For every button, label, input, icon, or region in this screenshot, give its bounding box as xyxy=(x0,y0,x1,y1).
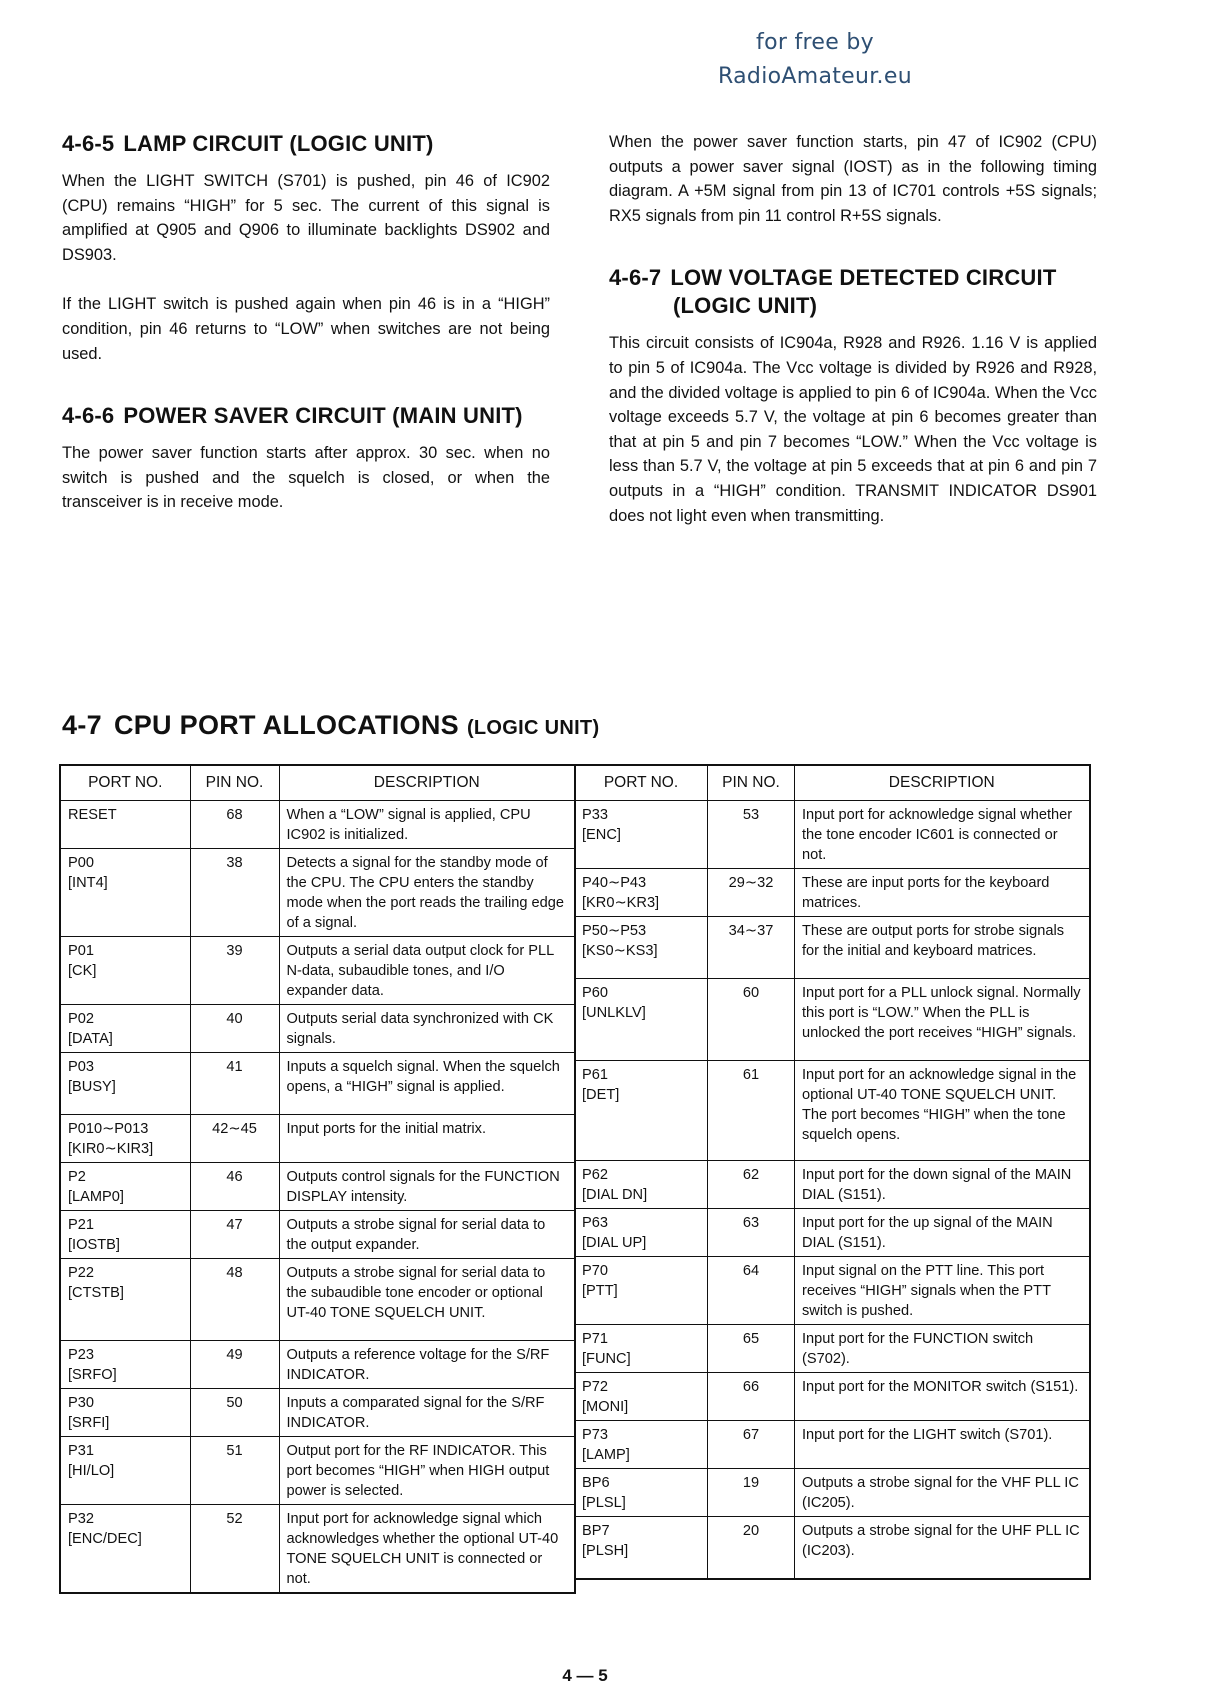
cpu-port-table-left xyxy=(59,764,576,1594)
cell-description: When a “LOW” signal is applied, CPU IC902 is initialized. xyxy=(279,801,575,849)
cell-description: Output port for the RF INDICATOR. This port becomes “HIGH” when HIGH output power is selected. xyxy=(279,1437,575,1505)
cell-description: Input port for the down signal of the MAIN DIAL (S151). xyxy=(795,1161,1090,1209)
cell-port-no xyxy=(60,937,190,1005)
watermark-line-2: RadioAmateur.eu xyxy=(718,64,912,89)
port-id: P01 xyxy=(68,943,94,959)
cell-pin-no: 66 xyxy=(708,1373,795,1421)
cell-port-no xyxy=(575,869,708,917)
cell-pin-no: 62 xyxy=(708,1161,795,1209)
page-number: 4 — 5 xyxy=(562,1666,608,1685)
cell-port-no xyxy=(60,1341,190,1389)
cell-port-no xyxy=(575,1421,708,1469)
cell-port-no xyxy=(60,1259,190,1341)
cell-description: These are output ports for strobe signals for the initial and keyboard matrices. xyxy=(795,917,1090,979)
cell-pin-no: 53 xyxy=(708,801,795,869)
port-id: P31 xyxy=(68,1443,94,1459)
port-signal: [DET] xyxy=(582,1087,620,1103)
cell-port-no xyxy=(60,1163,190,1211)
section-465-heading xyxy=(62,130,550,158)
port-id: P62 xyxy=(582,1167,608,1183)
cell-port-no xyxy=(60,849,190,937)
left-column xyxy=(62,130,550,515)
port-signal: [HI/LO] xyxy=(68,1463,115,1479)
cell-pin-no: 67 xyxy=(708,1421,795,1469)
port-id: P60 xyxy=(582,985,608,1001)
section-465-paragraph-1: When the LIGHT SWITCH (S701) is pushed, pin 46 of IC902 (CPU) remains “HIGH” for 5 sec. The current of this signal is amplified at Q905 and Q906 to illuminate backlights DS902 and DS903. xyxy=(62,172,550,264)
port-signal: [KS0∼KS3] xyxy=(582,943,658,959)
port-signal: [PLSH] xyxy=(582,1543,629,1559)
section-title-line-2: (LOGIC UNIT) xyxy=(673,293,818,319)
cell-pin-no: 34∼37 xyxy=(708,917,795,979)
cell-description: Input ports for the initial matrix. xyxy=(279,1115,575,1163)
cell-port-no xyxy=(575,1161,708,1209)
cell-pin-no: 48 xyxy=(190,1259,279,1341)
table-row xyxy=(60,801,575,849)
cell-port-no xyxy=(575,1517,708,1579)
port-id: P22 xyxy=(68,1265,94,1281)
port-signal: [ENC/DEC] xyxy=(68,1531,142,1547)
cell-pin-no: 20 xyxy=(708,1517,795,1579)
port-signal: [KR0∼KR3] xyxy=(582,895,660,911)
table-body-left xyxy=(60,801,575,1594)
port-signal: [CK] xyxy=(68,963,97,979)
cell-port-no xyxy=(60,1115,190,1163)
section-465-paragraph-2: If the LIGHT switch is pushed again when pin 46 is in a “HIGH” condition, pin 46 returns to “LOW” when switches are not being used. xyxy=(62,295,550,363)
table-row xyxy=(575,1325,1090,1373)
cell-pin-no: 68 xyxy=(190,801,279,849)
right-column xyxy=(609,130,1097,528)
port-signal: [SRFI] xyxy=(68,1415,110,1431)
cell-pin-no: 29∼32 xyxy=(708,869,795,917)
cell-description: Input port for acknowledge signal which acknowledges whether the optional UT-40 TONE SQUELCH UNIT is connected or not. xyxy=(279,1505,575,1594)
cell-port-no xyxy=(60,1505,190,1594)
port-id: P02 xyxy=(68,1011,94,1027)
port-signal: [KIR0∼KIR3] xyxy=(68,1141,154,1157)
table-row xyxy=(60,1005,575,1053)
table-row xyxy=(575,917,1090,979)
header-port-no: PORT NO. xyxy=(575,765,708,801)
port-signal: [UNLKLV] xyxy=(582,1005,646,1021)
cell-port-no xyxy=(60,1005,190,1053)
table-row xyxy=(60,1053,575,1115)
port-signal: [DIAL UP] xyxy=(582,1235,647,1251)
cell-pin-no: 52 xyxy=(190,1505,279,1594)
cell-pin-no: 49 xyxy=(190,1341,279,1389)
port-id: P32 xyxy=(68,1511,94,1527)
cell-port-no xyxy=(575,1209,708,1257)
section-number: 4-6-7 xyxy=(609,265,662,291)
cell-description: Input port for the LIGHT switch (S701). xyxy=(795,1421,1090,1469)
cell-description: Outputs a strobe signal for the UHF PLL IC (IC203). xyxy=(795,1517,1090,1579)
table-row xyxy=(575,1061,1090,1161)
port-id: P61 xyxy=(582,1067,608,1083)
cell-description: Input port for acknowledge signal whether the tone encoder IC601 is connected or not. xyxy=(795,801,1090,869)
port-id: P30 xyxy=(68,1395,94,1411)
port-signal: [CTSTB] xyxy=(68,1285,124,1301)
section-title: POWER SAVER CIRCUIT (MAIN UNIT) xyxy=(123,403,523,429)
table-row xyxy=(575,1257,1090,1325)
cell-pin-no: 63 xyxy=(708,1209,795,1257)
port-signal: [INT4] xyxy=(68,875,108,891)
table-row xyxy=(60,1259,575,1341)
watermark-line-1: for free by xyxy=(756,30,874,55)
table-row xyxy=(575,801,1090,869)
port-signal: [DIAL DN] xyxy=(582,1187,648,1203)
table-row xyxy=(60,1163,575,1211)
cell-port-no xyxy=(60,1437,190,1505)
port-id: P70 xyxy=(582,1263,608,1279)
cell-pin-no: 65 xyxy=(708,1325,795,1373)
port-id: P21 xyxy=(68,1217,94,1233)
cell-pin-no: 60 xyxy=(708,979,795,1061)
section-title: LAMP CIRCUIT (LOGIC UNIT) xyxy=(123,131,434,156)
port-id: P63 xyxy=(582,1215,608,1231)
cell-pin-no: 64 xyxy=(708,1257,795,1325)
table-row xyxy=(575,1161,1090,1209)
port-signal: [PLSL] xyxy=(582,1495,626,1511)
cpu-port-table-right xyxy=(574,764,1091,1580)
table-row xyxy=(60,849,575,937)
section-number: 4-7 xyxy=(62,710,102,740)
port-signal: [MONI] xyxy=(582,1399,629,1415)
table-row xyxy=(575,1373,1090,1421)
table-row xyxy=(575,979,1090,1061)
table-row xyxy=(60,1341,575,1389)
cell-description: Input port for the up signal of the MAIN DIAL (S151). xyxy=(795,1209,1090,1257)
table-row xyxy=(60,1211,575,1259)
table-row xyxy=(60,1115,575,1163)
port-signal: [SRFO] xyxy=(68,1367,117,1383)
section-number: 4-6-5 xyxy=(62,131,115,156)
port-id: P03 xyxy=(68,1059,94,1075)
cell-description: Detects a signal for the standby mode of the CPU. The CPU enters the standby mode when the port reads the trailing edge of a signal. xyxy=(279,849,575,937)
port-signal: [DATA] xyxy=(68,1031,113,1047)
cell-port-no xyxy=(60,1389,190,1437)
table-row xyxy=(575,1517,1090,1579)
table-header-row xyxy=(60,765,575,801)
cell-description: Outputs a reference voltage for the S/RF INDICATOR. xyxy=(279,1341,575,1389)
port-signal: [FUNC] xyxy=(582,1351,631,1367)
cell-pin-no: 42∼45 xyxy=(190,1115,279,1163)
table-row xyxy=(60,1437,575,1505)
cell-description: Input port for the FUNCTION switch (S702). xyxy=(795,1325,1090,1373)
cell-pin-no: 38 xyxy=(190,849,279,937)
port-signal: [LAMP] xyxy=(582,1447,630,1463)
table-row xyxy=(575,1421,1090,1469)
cell-pin-no: 47 xyxy=(190,1211,279,1259)
section-466-paragraph-2: When the power saver function starts, pin 47 of IC902 (CPU) outputs a power saver signal (IOST) as in the following timing diagram. A +5M signal from pin 13 of IC701 controls +5S signals; RX5 signals from pin 11 control R+5S signals. xyxy=(609,133,1097,225)
cell-port-no xyxy=(575,801,708,869)
cell-pin-no: 51 xyxy=(190,1437,279,1505)
port-id: BP7 xyxy=(582,1523,610,1539)
section-title-line-1: LOW VOLTAGE DETECTED CIRCUIT xyxy=(670,265,1057,291)
port-id: P71 xyxy=(582,1331,608,1347)
cell-description: Outputs a strobe signal for serial data to the output expander. xyxy=(279,1211,575,1259)
section-number: 4-6-6 xyxy=(62,403,115,429)
section-subtitle: (LOGIC UNIT) xyxy=(466,717,600,739)
table-body-right xyxy=(575,801,1090,1579)
table-header-row xyxy=(575,765,1090,801)
port-signal: [PTT] xyxy=(582,1283,618,1299)
section-47-heading xyxy=(62,708,599,745)
table-row xyxy=(575,1209,1090,1257)
cell-description: Inputs a comparated signal for the S/RF INDICATOR. xyxy=(279,1389,575,1437)
cell-port-no xyxy=(575,1257,708,1325)
table-row xyxy=(60,1505,575,1594)
header-port-no: PORT NO. xyxy=(60,765,190,801)
header-pin-no: PIN NO. xyxy=(708,765,795,801)
port-id: P33 xyxy=(582,807,608,823)
table-row xyxy=(575,869,1090,917)
cell-port-no xyxy=(575,1373,708,1421)
section-title: CPU PORT ALLOCATIONS xyxy=(113,710,459,740)
cell-description: Input port for a PLL unlock signal. Normally this port is “LOW.” When the PLL is unlocked the port receives “HIGH” signals. xyxy=(795,979,1090,1061)
cell-description: Outputs a serial data output clock for PLL N-data, subaudible tones, and I/O expander data. xyxy=(279,937,575,1005)
cell-pin-no: 61 xyxy=(708,1061,795,1161)
port-signal: [ENC] xyxy=(582,827,621,843)
port-id: P73 xyxy=(582,1427,608,1443)
table-row xyxy=(60,1389,575,1437)
cell-description: Input port for the MONITOR switch (S151). xyxy=(795,1373,1090,1421)
section-467-paragraph-1: This circuit consists of IC904a, R928 and R926. 1.16 V is applied to pin 5 of IC904a. The Vcc voltage is divided by R926 and R928, and the divided voltage is applied to pin 6 of IC904a. When the Vcc voltage exceeds 5.7 V, the voltage at pin 6 becomes greater than that at pin 5 and pin 7 becomes “LOW.” When the Vcc voltage is less than 5.7 V, the voltage at pin 5 exceeds that at pin 6 and pin 7 outputs in a “HIGH” condition. TRANSMIT INDICATOR DS901 does not light even when transmitting. xyxy=(609,334,1097,525)
cell-port-no xyxy=(575,1469,708,1517)
cell-port-no xyxy=(60,1053,190,1115)
cell-description: Outputs control signals for the FUNCTION DISPLAY intensity. xyxy=(279,1163,575,1211)
port-id: P50∼P53 xyxy=(582,923,647,939)
cell-pin-no: 40 xyxy=(190,1005,279,1053)
port-signal: [LAMP0] xyxy=(68,1189,124,1205)
port-id: BP6 xyxy=(582,1475,610,1491)
section-467-heading xyxy=(609,264,1097,320)
header-description: DESCRIPTION xyxy=(795,765,1090,801)
cell-pin-no: 39 xyxy=(190,937,279,1005)
cell-port-no xyxy=(60,1211,190,1259)
cell-description: Inputs a squelch signal. When the squelch opens, a “HIGH” signal is applied. xyxy=(279,1053,575,1115)
cell-description: Outputs serial data synchronized with CK signals. xyxy=(279,1005,575,1053)
port-id: P2 xyxy=(68,1169,86,1185)
cell-description: Input signal on the PTT line. This port receives “HIGH” signals when the PTT switch is pushed. xyxy=(795,1257,1090,1325)
cell-description: Input port for an acknowledge signal in the optional UT-40 TONE SQUELCH UNIT. The port becomes “HIGH” when the tone squelch opens. xyxy=(795,1061,1090,1161)
port-signal: [IOSTB] xyxy=(68,1237,120,1253)
cell-port-no xyxy=(575,1325,708,1373)
section-466-paragraph-1: The power saver function starts after approx. 30 sec. when no switch is pushed and the squelch is closed, or when the transceiver is in receive mode. xyxy=(62,444,550,512)
port-id: P72 xyxy=(582,1379,608,1395)
header-pin-no: PIN NO. xyxy=(190,765,279,801)
watermark xyxy=(690,26,940,94)
cell-port-no xyxy=(575,979,708,1061)
cell-port-no xyxy=(575,1061,708,1161)
cell-description: Outputs a strobe signal for serial data to the subaudible tone encoder or optional UT-40 TONE SQUELCH UNIT. xyxy=(279,1259,575,1341)
section-466-heading xyxy=(62,402,550,430)
port-id: P23 xyxy=(68,1347,94,1363)
cell-port-no xyxy=(60,801,190,849)
cell-port-no xyxy=(575,917,708,979)
cell-pin-no: 41 xyxy=(190,1053,279,1115)
table-row xyxy=(575,1469,1090,1517)
cell-pin-no: 19 xyxy=(708,1469,795,1517)
port-signal: [BUSY] xyxy=(68,1079,116,1095)
cell-description: These are input ports for the keyboard matrices. xyxy=(795,869,1090,917)
cell-description: Outputs a strobe signal for the VHF PLL IC (IC205). xyxy=(795,1469,1090,1517)
port-id: P010∼P013 xyxy=(68,1121,149,1137)
cell-pin-no: 46 xyxy=(190,1163,279,1211)
port-id: P00 xyxy=(68,855,94,871)
port-id: P40∼P43 xyxy=(582,875,647,891)
port-id: RESET xyxy=(68,807,117,823)
header-description: DESCRIPTION xyxy=(279,765,575,801)
table-row xyxy=(60,937,575,1005)
cell-pin-no: 50 xyxy=(190,1389,279,1437)
